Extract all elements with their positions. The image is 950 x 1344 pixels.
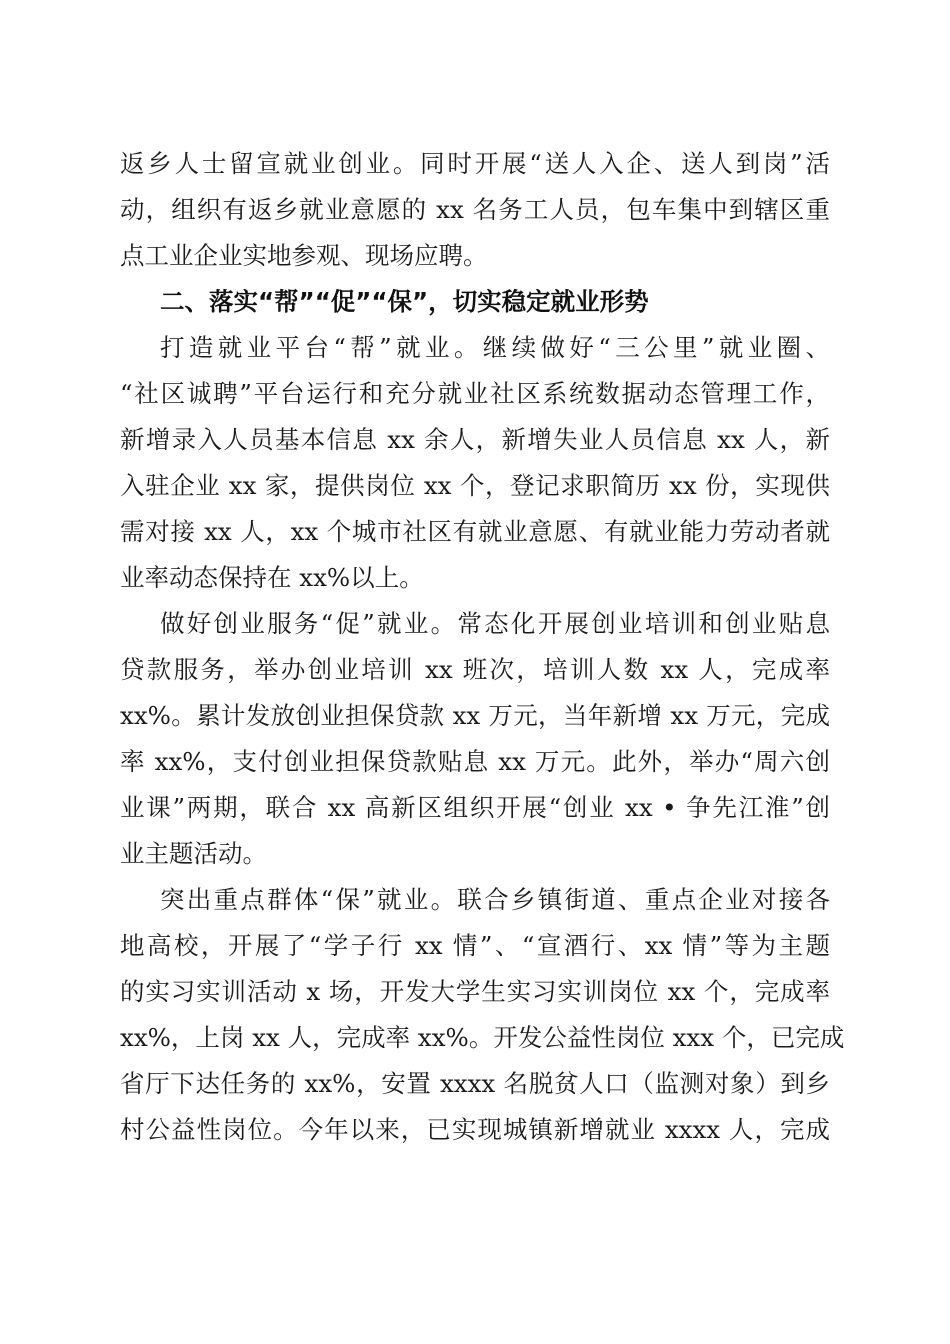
paragraph-line: 做好创业服务“促”就业。常态化开展创业培训和创业贴息 [160, 609, 830, 638]
paragraph-line: 率 xx%，支付创业担保贷款贴息 xx 万元。此外，举办“周六创 [120, 747, 830, 776]
paragraph-line: 业主题活动。 [120, 839, 267, 868]
paragraph-line: 需对接 xx 人，xx 个城市社区有就业意愿、有就业能力劳动者就 [120, 517, 830, 546]
paragraph-line: 点工业企业实地参观、现场应聘。 [120, 241, 488, 270]
section-heading: 二、落实“帮”“促”“保”，切实稳定就业形势 [160, 287, 649, 316]
paragraph-line: 打造就业平台“帮”就业。继续做好“三公里”就业圈、 [160, 333, 830, 362]
paragraph-line: 省厅下达任务的 xx%，安置 xxxx 名脱贫人口（监测对象）到乡 [120, 1069, 830, 1098]
paragraph-line: “社区诚聘”平台运行和充分就业社区系统数据动态管理工作， [120, 379, 830, 408]
paragraph-line: 动，组织有返乡就业意愿的 xx 名务工人员，包车集中到辖区重 [120, 195, 830, 224]
paragraph-line: 贷款服务，举办创业培训 xx 班次，培训人数 xx 人，完成率 [120, 655, 830, 684]
paragraph-line: 入驻企业 xx 家，提供岗位 xx 个，登记求职简历 xx 份，实现供 [120, 471, 830, 500]
paragraph-line: 返乡人士留宣就业创业。同时开展“送人入企、送人到岗”活 [120, 149, 830, 178]
paragraph-line: 业率动态保持在 xx%以上。 [120, 563, 424, 592]
paragraph-line: 的实习实训活动 x 场，开发大学生实习实训岗位 xx 个，完成率 [120, 977, 830, 1006]
paragraph-line: 突出重点群体“保”就业。联合乡镇街道、重点企业对接各 [160, 885, 830, 914]
paragraph-line: xx%，上岗 xx 人，完成率 xx%。开发公益性岗位 xxx 个，已完成 [120, 1023, 845, 1052]
paragraph-line: 村公益性岗位。今年以来，已实现城镇新增就业 xxxx 人，完成 [120, 1115, 830, 1144]
paragraph-line: 地高校，开展了“学子行 xx 情”、“宣酒行、xx 情”等为主题 [120, 931, 830, 960]
paragraph-line: 新增录入人员基本信息 xx 余人，新增失业人员信息 xx 人，新 [120, 425, 830, 454]
paragraph-line: 业课”两期，联合 xx 高新区组织开展“创业 xx • 争先江淮”创 [120, 793, 830, 822]
paragraph-line: xx%。累计发放创业担保贷款 xx 万元，当年新增 xx 万元，完成 [120, 701, 830, 730]
